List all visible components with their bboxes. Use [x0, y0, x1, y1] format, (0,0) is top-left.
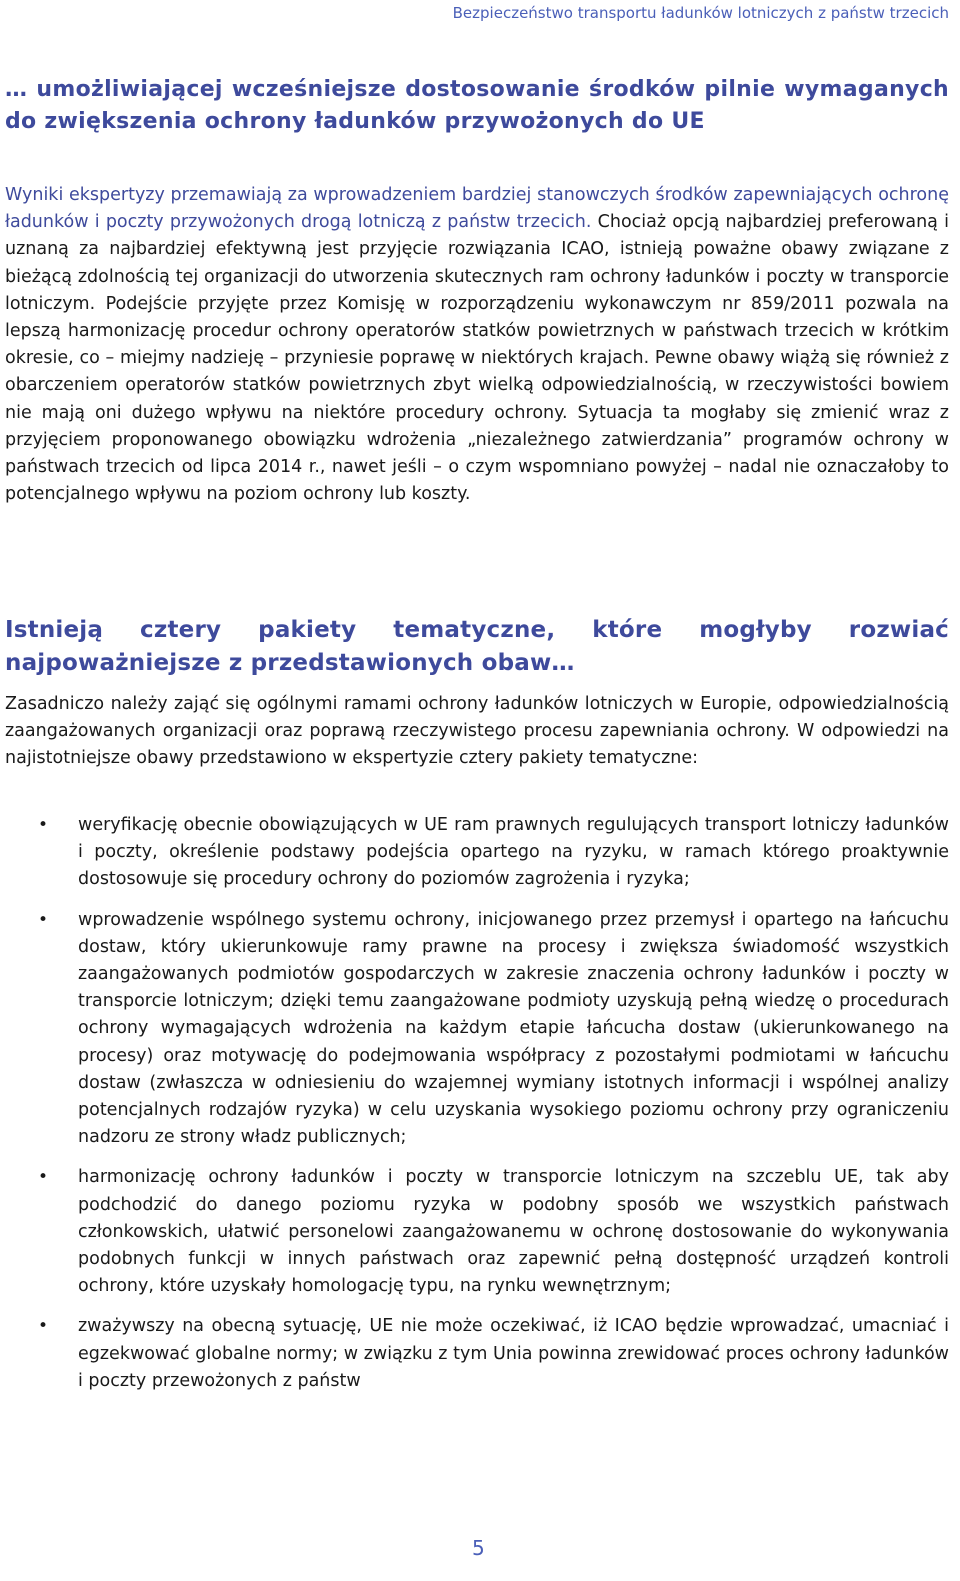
bullet-icon: • [38, 1316, 49, 1337]
list-item [5, 1313, 949, 1395]
running-header: Bezpieczeństwo transportu ładunków lotniczych z państw trzecich [452, 4, 949, 22]
list-item-text: wprowadzenie wspólnego systemu ochrony, inicjowanego przez przemysł i opartego na łańcuchu dostaw, który ukierunkowuje ramy prawne na procesy i zwiększa świadomość wszystkich zaangażowanych podmiotów gospodarczych w zakresie znaczenia ochrony ładunków i poczty w transporcie lotniczym; dzięki temu zaangażowane podmioty uzyskują pełną wiedzę o procedurach ochrony wymagających wdrożenia na każdym etapie łańcucha dostaw (ukierunkowanego na procesy) oraz motywację do podejmowania współpracy z pozostałymi podmiotami w łańcuchu dostaw (zwłaszcza w odniesieniu do wzajemnej wymiany istotnych informacji i wspólnej analizy potencjalnych rodzajów ryzyka) w celu uzyskania wysokiego poziomu ochrony przy ograniczeniu nadzoru ze strony władz publicznych; [78, 909, 949, 1148]
list-item-text: harmonizację ochrony ładunków i poczty w transporcie lotniczym na szczeblu UE, tak aby podchodzić do danego poziomu ryzyka w podobny sposób we wszystkich państwach członkowskich, ułatwić personelowi zaangażowanemu w ochronę dostosowanie do wykonywania podobnych funkcji w innych państwach oraz zapewnić pełną dostępność urządzeń kontroli ochrony, które uzyskały homologację typu, na rynku wewnętrznym; [78, 1167, 949, 1297]
section1-body-text: Chociaż opcją najbardziej preferowaną i uznaną za najbardziej efektywną jest przyjęcie rozwiązania ICAO, istnieją poważne obawy związane z bieżącą zdolnością tej organizacji do utworzenia skutecznych ram ochrony ładunków i poczty w transporcie lotniczym. Podejście przyjęte przez Komisję w rozporządzeniu wykonawczym nr 859/2011 pozwala na lepszą harmonizację procedur ochrony operatorów statków powietrznych w państwach trzecich w krótkim okresie, co – miejmy nadzieję – przyniesie poprawę w niektórych krajach. Pewne obawy wiążą się również z obarczeniem operatorów statków powietrznych zbyt wielką odpowiedzialnością, w rzeczywistości bowiem nie mają oni dużego wpływu na niektóre procedury ochrony. Sytuacja ta mogłaby się zmienić wraz z przyjęciem proponowanego obowiązku wdrożenia „niezależnego zatwierdzania” programów ochrony w państwach trzecich od lipca 2014 r., nawet jeśli – o czym wspomniano powyżej – nadal nie oznaczałoby to potencjalnego wpływu na poziom ochrony lub koszty. [5, 212, 949, 505]
section1-lead-sentence: Wyniki ekspertyzy przemawiają za wprowadzeniem bardziej stanowczych środków zapewniających ochronę ładunków i poczty przywożonych drogą lotniczą z państw trzecich. [5, 185, 949, 233]
bullet-icon: • [38, 909, 49, 930]
page-number: 5 [472, 1536, 485, 1560]
section2-intro-paragraph: Zasadniczo należy zająć się ogólnymi ramami ochrony ładunków lotniczych w Europie, odpowiedzialnością zaangażowanych organizacji oraz poprawą rzeczywistego procesu zapewniania ochrony. W odpowiedzi na najistotniejsze obawy przedstawiono w ekspertyzie cztery pakiety tematyczne: [5, 694, 949, 769]
list-item [5, 1164, 949, 1300]
thematic-packages-list [5, 812, 949, 1408]
bullet-icon: • [38, 815, 49, 835]
list-item [5, 907, 949, 1152]
section1-paragraph [5, 182, 949, 508]
list-item [5, 812, 949, 894]
section-heading-2: Istnieją cztery pakiety tematyczne, które mogłyby rozwiać najpoważniejsze z przedstawionych obaw… [5, 617, 949, 676]
section-heading-1: … umożliwiającej wcześniejsze dostosowanie środków pilnie wymaganych do zwiększenia ochrony ładunków przywożonych do UE [5, 77, 949, 134]
list-item-text: weryfikację obecnie obowiązujących w UE ram prawnych regulujących transport lotniczy ładunków i poczty, określenie podstawy podejścia opartego na ryzyku, w ramach którego proaktywnie dostosowuje się procedury ochrony do poziomów zagrożenia i ryzyka; [78, 815, 949, 890]
bullet-icon: • [38, 1167, 49, 1188]
list-item-text: zważywszy na obecną sytuację, UE nie może oczekiwać, iż ICAO będzie wprowadzać, umacniać i egzekwować globalne normy; w związku z tym Unia powinna zrewidować proces ochrony ładunków i poczty przewożonych z państw [78, 1316, 949, 1391]
